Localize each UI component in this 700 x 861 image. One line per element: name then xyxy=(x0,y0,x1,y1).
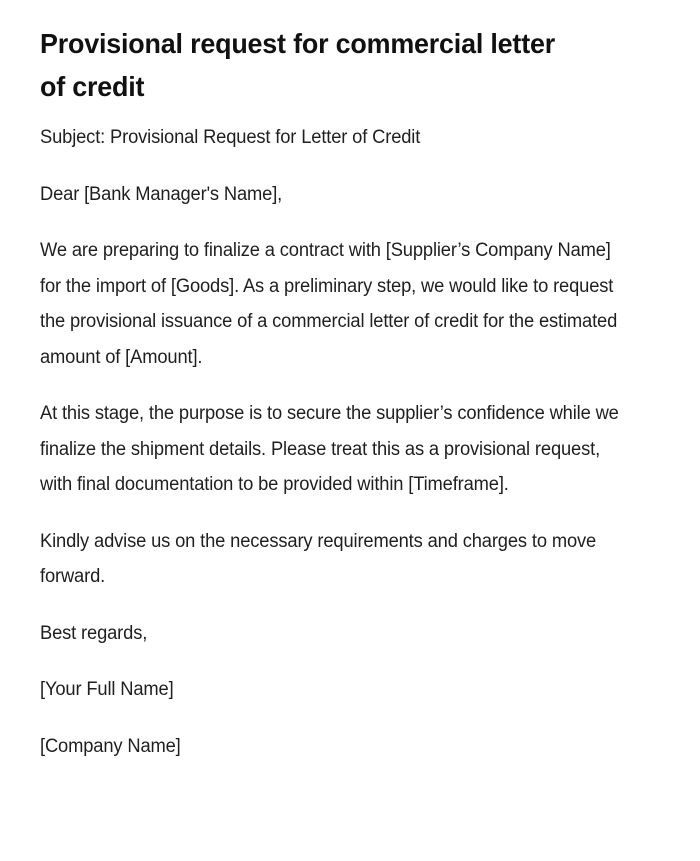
body-paragraph-2: At this stage, the purpose is to secure the supplier’s confidence while we finalize the shipment details. Please treat this as a provisional request, with final documentation to be provided within [Timeframe]. xyxy=(40,403,624,495)
signature-company: [Company Name] xyxy=(40,735,181,757)
body-paragraph-1: We are preparing to finalize a contract with [Supplier’s Company Name] for the import of [Goods]. As a preliminary step, we would like to request the provisional issuance of a commercial letter of credit for the estimated amount of [Amount]. xyxy=(40,240,623,368)
page-title: Provisional request for commercial letter of credit xyxy=(40,28,555,102)
subject-line: Subject: Provisional Request for Letter of Credit xyxy=(40,127,421,148)
salutation: Dear [Bank Manager's Name], xyxy=(40,183,283,205)
signature-name: [Your Full Name] xyxy=(40,679,174,700)
body-paragraph-3: Kindly advise us on the necessary requirements and charges to move forward. xyxy=(40,530,602,587)
document-body xyxy=(40,120,655,764)
closing-line: Best regards, xyxy=(40,622,148,644)
